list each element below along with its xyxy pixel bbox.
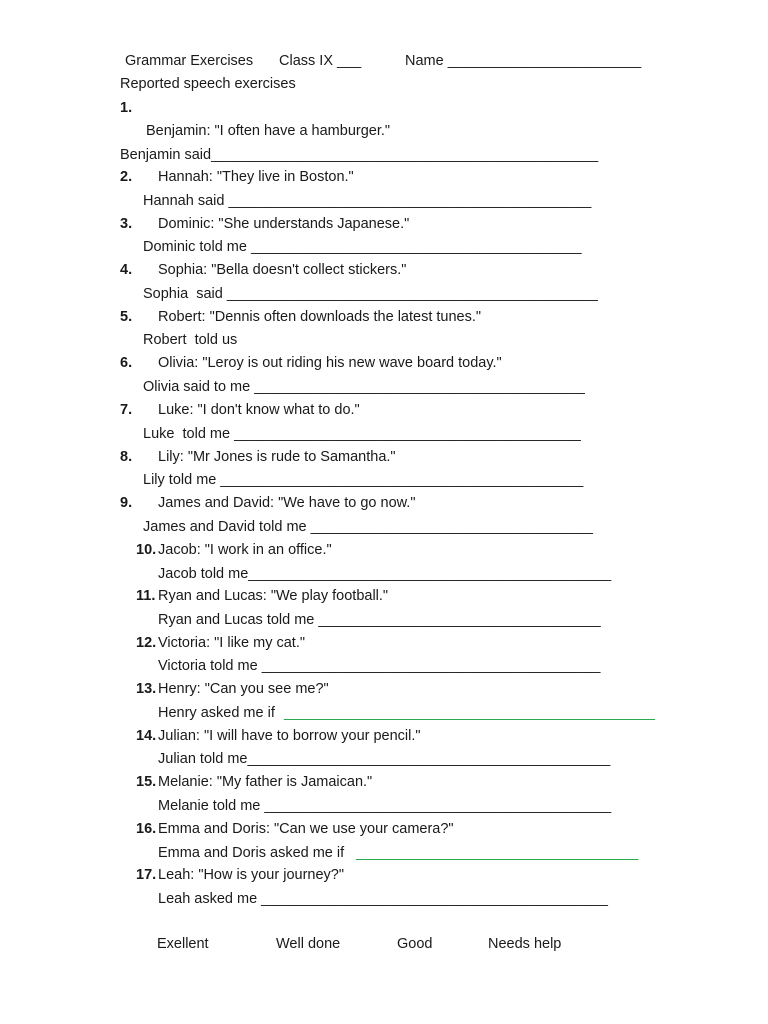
exercise-number: 4. [120, 262, 133, 278]
exercise-quote: Jacob: "I work in an office." [158, 542, 332, 558]
exercise-answer-line[interactable]: Leah asked me ___________________________________________ [158, 891, 608, 907]
exercise-number: 9. [120, 495, 133, 511]
exercise-answer-line[interactable]: Melanie told me ___________________________________________ [158, 798, 612, 814]
exercise-answer-line[interactable]: Hannah said _____________________________________________ [143, 193, 592, 209]
exercise-number: 17. [136, 867, 157, 883]
worksheet-title: Grammar Exercises [125, 53, 254, 69]
exercise-number: 14. [136, 728, 157, 744]
exercise-quote: Leah: "How is your journey?" [158, 867, 345, 883]
exercise-quote: Emma and Doris: "Can we use your camera?" [158, 821, 454, 837]
exercise-quote: Melanie: "My father is Jamaican." [158, 774, 373, 790]
rating-well-done[interactable]: Well done [276, 936, 341, 952]
exercise-answer-line[interactable]: Benjamin said________________________________________________ [120, 147, 599, 163]
exercise-quote: Julian: "I will have to borrow your pencil." [158, 728, 421, 744]
exercise-number: 8. [120, 449, 133, 465]
exercise-number: 7. [120, 402, 133, 418]
class-field[interactable]: Class IX ___ [279, 53, 362, 69]
rating-good[interactable]: Good [397, 936, 433, 952]
exercise-answer-prompt: Emma and Doris asked me if [158, 845, 345, 861]
worksheet-subtitle: Reported speech exercises [120, 76, 296, 92]
exercise-answer-line[interactable]: Olivia said to me _________________________________________ [143, 379, 585, 395]
exercise-quote: Olivia: "Leroy is out riding his new wave board today." [158, 355, 502, 371]
exercise-answer-line[interactable]: Julian told me_____________________________________________ [158, 751, 611, 767]
exercise-number: 2. [120, 169, 133, 185]
exercise-answer-line[interactable]: Victoria told me __________________________________________ [158, 658, 601, 674]
exercise-quote: Ryan and Lucas: "We play football." [158, 588, 389, 604]
exercise-number: 12. [136, 635, 157, 651]
exercise-answer-line[interactable]: ___________________________________ [356, 845, 639, 861]
exercise-number: 5. [120, 309, 133, 325]
exercise-answer-line[interactable]: Jacob told me_____________________________________________ [158, 566, 612, 582]
exercise-answer-line[interactable]: Luke told me ___________________________________________ [143, 426, 581, 442]
exercise-quote: Hannah: "They live in Boston." [158, 169, 354, 185]
exercise-number: 10. [136, 542, 157, 558]
exercise-answer-line[interactable]: Ryan and Lucas told me ___________________________________ [158, 612, 601, 628]
exercise-number: 16. [136, 821, 157, 837]
exercise-quote: Victoria: "I like my cat." [158, 635, 306, 651]
exercise-quote: Sophia: "Bella doesn't collect stickers." [158, 262, 407, 278]
exercise-quote: Robert: "Dennis often downloads the latest tunes." [158, 309, 482, 325]
exercise-number: 15. [136, 774, 157, 790]
rating-excellent[interactable]: Exellent [157, 936, 209, 952]
exercise-number: 6. [120, 355, 133, 371]
exercise-quote: Benjamin: "I often have a hamburger." [146, 123, 391, 139]
exercise-answer-line[interactable]: ______________________________________________ [284, 705, 655, 721]
exercise-answer-line[interactable]: Robert told us [143, 332, 238, 348]
exercise-quote: Henry: "Can you see me?" [158, 681, 329, 697]
exercise-quote: Lily: "Mr Jones is rude to Samantha." [158, 449, 396, 465]
exercise-number: 13. [136, 681, 157, 697]
exercise-quote: James and David: "We have to go now." [158, 495, 416, 511]
exercise-number: 11. [136, 588, 156, 604]
name-field[interactable]: Name ________________________ [405, 53, 642, 69]
exercise-number: 1. [120, 100, 133, 116]
exercise-quote: Dominic: "She understands Japanese." [158, 216, 410, 232]
exercise-answer-line[interactable]: Dominic told me _________________________________________ [143, 239, 582, 255]
exercise-answer-line[interactable]: Sophia said ______________________________________________ [143, 286, 598, 302]
exercise-answer-prompt: Henry asked me if [158, 705, 275, 721]
exercise-quote: Luke: "I don't know what to do." [158, 402, 360, 418]
rating-needs-help[interactable]: Needs help [488, 936, 562, 952]
exercise-number: 3. [120, 216, 133, 232]
exercise-answer-line[interactable]: Lily told me _____________________________________________ [143, 472, 584, 488]
exercise-answer-line[interactable]: James and David told me ___________________________________ [143, 519, 593, 535]
